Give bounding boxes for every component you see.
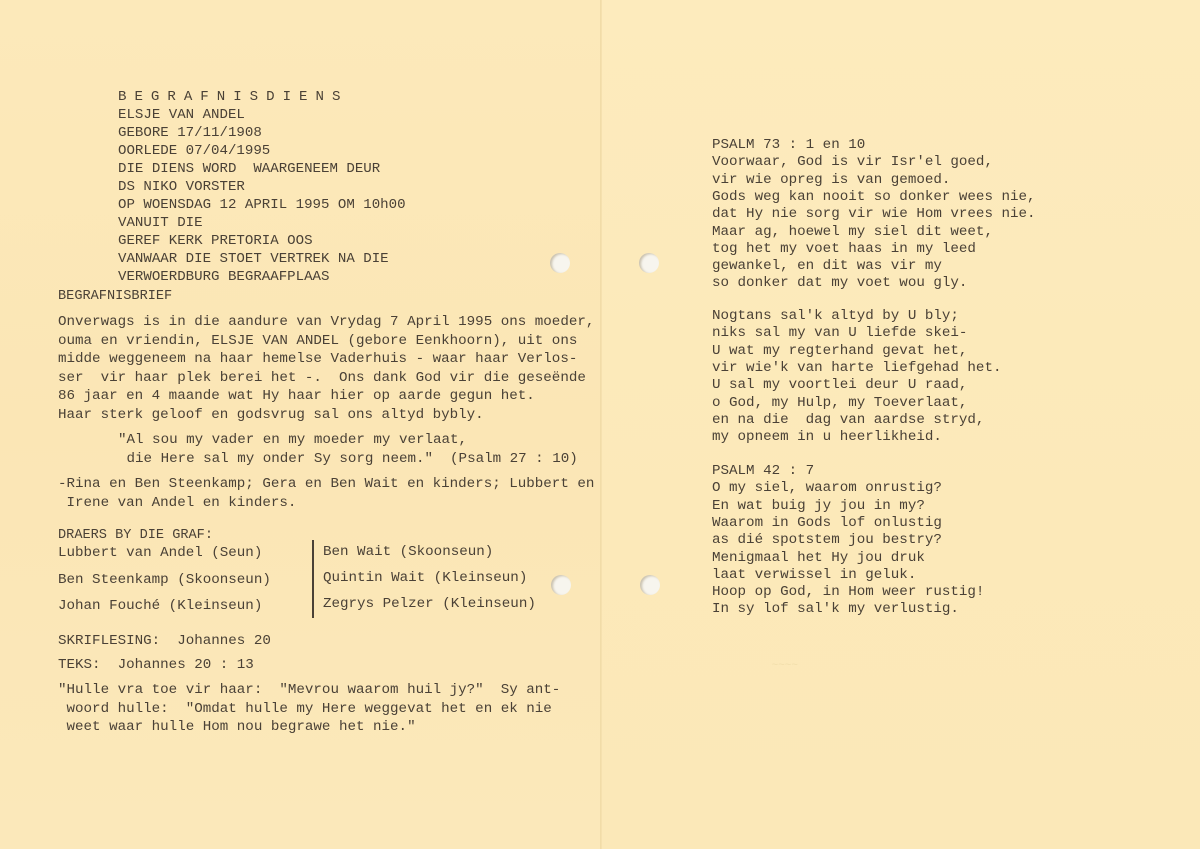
pallbearer-left: Johan Fouché (Kleinseun) xyxy=(58,598,263,614)
psalm-line: Nogtans sal'k altyd by U bly; xyxy=(712,308,959,324)
letter-line: Haar sterk geloof en godsvrug sal ons altyd bybly. xyxy=(58,406,484,423)
death-date: OORLEDE 07/04/1995 xyxy=(118,143,271,159)
officiant-name: DS NIKO VORSTER xyxy=(118,179,245,195)
psalm-line: vir wie opreg is van gemoed. xyxy=(712,171,951,188)
right-page xyxy=(602,0,1200,849)
letter-heading: BEGRAFNISBRIEF xyxy=(58,289,173,304)
psalm-line: niks sal my van U liefde skei- xyxy=(712,325,968,342)
punch-hole xyxy=(639,253,659,273)
verse-line: woord hulle: "Omdat hulle my Here weggevat het en ek nie xyxy=(58,700,552,717)
officiant-intro: DIE DIENS WORD WAARGENEEM DEUR xyxy=(118,161,381,177)
psalm-line: En wat buig jy jou in my? xyxy=(712,497,925,514)
service-datetime: OP WOENSDAG 12 APRIL 1995 OM 10h00 xyxy=(118,197,406,213)
pallbearers-heading: DRAERS BY DIE GRAF: xyxy=(58,528,213,543)
psalm-line: In sy lof sal'k my verlustig. xyxy=(712,601,959,618)
signature-line: Irene van Andel en kinders. xyxy=(58,494,297,511)
psalm-line: gewankel, en dit was vir my xyxy=(712,258,942,275)
letter-line: 86 jaar en 4 maande wat Hy haar hier op aarde gegun het. xyxy=(58,388,535,404)
psalm-line: laat verwissel in geluk. xyxy=(712,566,917,583)
psalm-line: Hoop op God, in Hom weer rustig! xyxy=(712,584,985,601)
venue-intro: VANUIT DIE xyxy=(118,215,203,231)
punch-hole xyxy=(551,575,571,595)
quote-line: die Here sal my onder Sy sorg neem." (Psalm 27 : 10) xyxy=(118,450,578,467)
psalm-line: O my siel, waarom onrustig? xyxy=(712,480,942,497)
quote-line: "Al sou my vader en my moeder my verlaat, xyxy=(118,432,468,448)
pallbearer-right: Ben Wait (Skoonseun) xyxy=(323,544,494,560)
show-through-text: ~~~~ xyxy=(732,660,799,672)
cemetery-name: VERWOERDBURG BEGRAAFPLAAS xyxy=(118,269,330,285)
scripture-text: TEKS: Johannes 20 : 13 xyxy=(58,657,254,673)
psalm-line: tog het my voet haas in my leed xyxy=(712,240,976,257)
psalm-line: Maar ag, hoewel my siel dit weet, xyxy=(712,223,993,240)
pallbearer-right: Zegrys Pelzer (Kleinseun) xyxy=(323,596,536,612)
service-title: BEGRAFNISDIENS xyxy=(118,89,349,105)
psalm-line: vir wie'k van harte liefgehad het. xyxy=(712,359,1002,376)
venue-name: GEREF KERK PRETORIA OOS xyxy=(118,233,313,249)
birth-date: GEBORE 17/11/1908 xyxy=(118,125,262,141)
psalm-line: as dié spotstem jou bestry? xyxy=(712,532,942,549)
deceased-name: ELSJE VAN ANDEL xyxy=(118,107,245,123)
letter-line: ouma en vriendin, ELSJE VAN ANDEL (gebore Eenkhoorn), uit ons xyxy=(58,332,578,349)
procession-line: VANWAAR DIE STOET VERTREK NA DIE xyxy=(118,251,389,267)
signature-line: -Rina en Ben Steenkamp; Gera en Ben Wait en kinders; Lubbert en xyxy=(58,476,595,492)
psalm-line: U sal my voortlei deur U raad, xyxy=(712,377,968,394)
verse-line: weet waar hulle Hom nou begrawe het nie." xyxy=(58,719,416,735)
psalm-line: my opneem in u heerlikheid. xyxy=(712,429,942,446)
psalm-73-heading: PSALM 73 : 1 en 10 xyxy=(712,137,866,153)
letter-line: midde weggeneem na haar hemelse Vaderhuis - waar haar Verlos- xyxy=(58,351,578,367)
psalm-line: en na die dag van aardse stryd, xyxy=(712,411,985,428)
psalm-line: Gods weg kan nooit so donker wees nie, xyxy=(712,188,1036,205)
psalm-line: Menigmaal het Hy jou druk xyxy=(712,549,925,566)
psalm-line: o God, my Hulp, my Toeverlaat, xyxy=(712,394,968,411)
letter-line: ser vir haar plek berei het -. Ons dank God vir die geseënde xyxy=(58,369,586,386)
psalm-line: dat Hy nie sorg vir wie Hom vrees nie. xyxy=(712,206,1036,223)
psalm-line: so donker dat my voet wou gly. xyxy=(712,275,968,292)
scripture-reading: SKRIFLESING: Johannes 20 xyxy=(58,633,271,649)
punch-hole xyxy=(550,253,570,273)
psalm-line: Waarom in Gods lof onlustig xyxy=(712,514,942,531)
pallbearer-left: Ben Steenkamp (Skoonseun) xyxy=(58,572,271,588)
psalm-line: U wat my regterhand gevat het, xyxy=(712,342,968,359)
psalm-line: Voorwaar, God is vir Isr'el goed, xyxy=(712,154,993,171)
column-divider xyxy=(312,540,314,618)
pallbearer-left: Lubbert van Andel (Seun) xyxy=(58,545,263,561)
punch-hole xyxy=(640,575,660,595)
psalm-42-heading: PSALM 42 : 7 xyxy=(712,463,815,479)
verse-line: "Hulle vra toe vir haar: "Mevrou waarom huil jy?" Sy ant- xyxy=(58,682,561,698)
letter-line: Onverwags is in die aandure van Vrydag 7 April 1995 ons moeder, xyxy=(58,314,595,330)
pallbearer-right: Quintin Wait (Kleinseun) xyxy=(323,570,528,586)
